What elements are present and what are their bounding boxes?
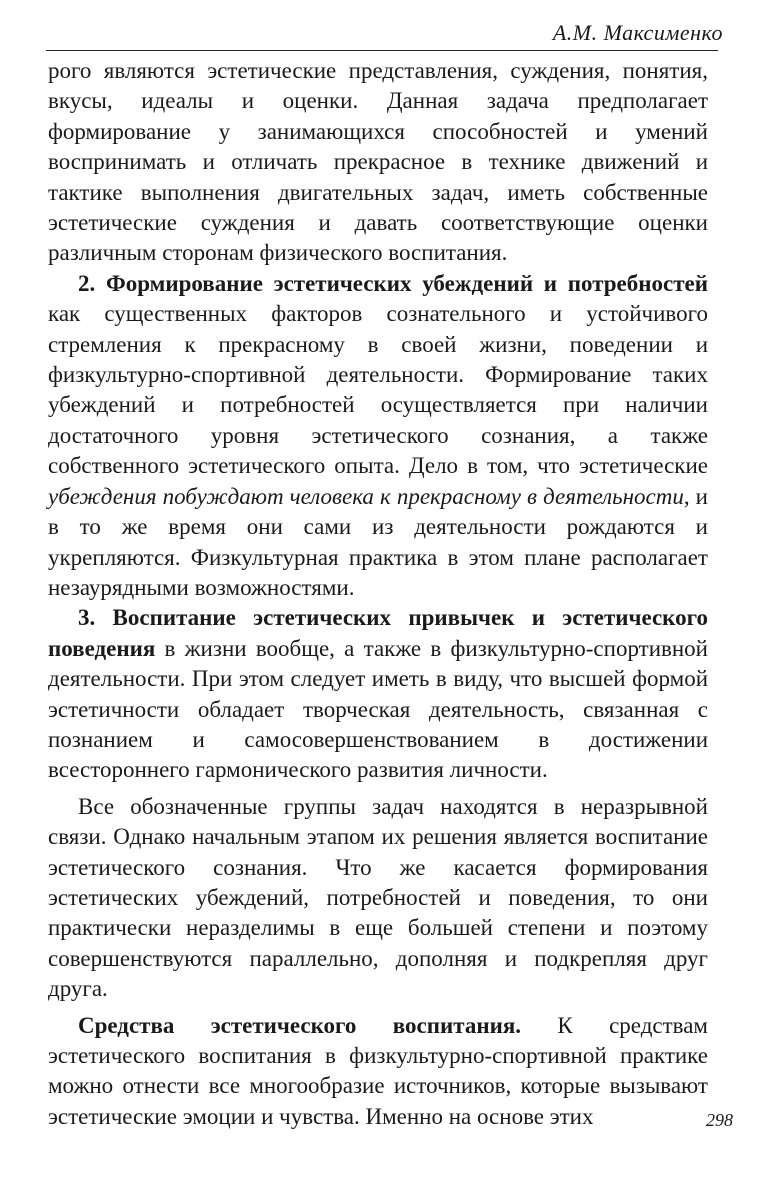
header-rule — [46, 50, 718, 51]
paragraph-task-2 — [48, 269, 708, 603]
task-2-italic-phrase: убеждения побуждают человека к прекрасному в деятельности — [48, 483, 684, 509]
task-3-heading: 3. Воспитание эстетических привычек и эстетического поведения — [48, 605, 708, 661]
task-2-text-b: , и в то же время они сами из деятельности рождаются и укрепляются. Физкультурная практика в этом плане располагает незаурядными возможностями. — [48, 483, 708, 600]
paragraph-task-3 — [48, 603, 708, 785]
paragraph-summary: Все обозначенные группы задач находятся в неразрывной связи. Однако начальным этапом их решения является воспитание эстетического сознания. Что же касается формирования эстетических убеждений, потребностей и поведения, то они практически неразделимы в еще большей степени и поэтому совершенствуются параллельно, дополняя и подкрепляя друг друга. — [48, 793, 708, 1002]
body-text — [48, 56, 708, 1132]
paragraph-continuation: рого являются эстетические представления, суждения, понятия, вкусы, идеалы и оценки. Данная задача предполагает формирование у занимающихся способностей и умений воспринимать и отличать прекрасное в технике движений и тактике выполнения двигательных задач, иметь собственные эстетические суждения и давать соответствующие оценки различным сторонам физического воспитания. — [48, 58, 708, 266]
means-text: К средствам эстетического воспитания в физкультурно-спортивной практике можно отнести все многообразие источников, которые вызывают эстетические эмоции и чувства. Именно на основе этих — [48, 1012, 708, 1129]
running-head-author: А.М. Максименко — [552, 20, 723, 45]
page-number: 298 — [706, 1110, 733, 1130]
paragraph-means — [48, 1011, 708, 1133]
task-3-text: в жизни вообще, а также в физкультурно-спортивной деятельности. При этом следует иметь в виду, что высшей формой эстетичности обладает творческая деятельность, связанная с познанием и самосовершенствованием в достижении всестороннего гармонического развития личности. — [48, 635, 708, 783]
task-2-heading: 2. Формирование эстетических убеждений и потребностей — [78, 270, 708, 296]
means-heading: Средства эстетического воспитания. — [78, 1012, 522, 1038]
task-2-text-a: как существенных факторов сознательного и устойчивого стремления к прекрасному в своей жизни, поведении и физкультурно-спортивной деятельности. Формирование таких убеждений и потребностей осуществляется при наличии достаточного уровня эстетического сознания, а также собственного эстетического опыта. Дело в том, что эстетические — [48, 301, 708, 479]
